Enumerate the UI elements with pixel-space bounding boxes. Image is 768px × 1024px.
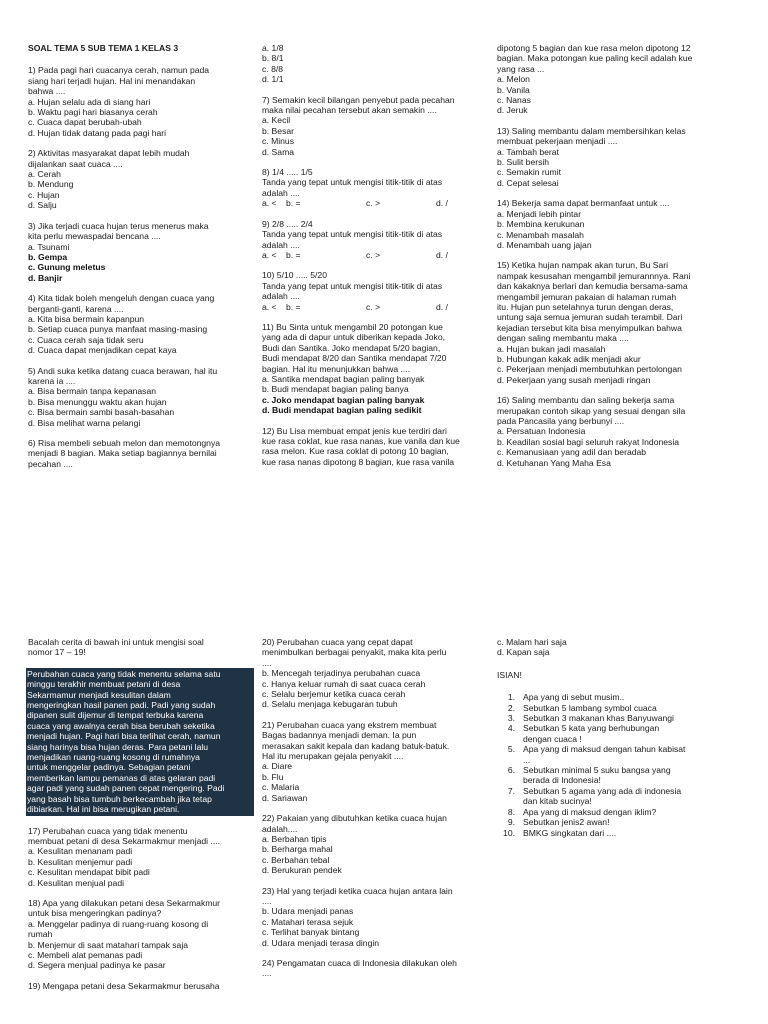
answer-option: d. Cuaca dapat menjadikan cepat kaya	[28, 345, 177, 356]
question-block	[28, 366, 253, 428]
question-text: 23) Hal yang terjadi ketika cuaca hujan antara lain	[262, 885, 453, 896]
essay-question	[497, 828, 737, 838]
answer-option: c. Kesulitan mendapat bibit padi	[28, 867, 150, 878]
answer-option: b. =	[286, 249, 301, 260]
answer-option: c. Kemanusiaan yang adil dan beradab	[497, 447, 647, 458]
question-text: pecahan ....	[28, 458, 73, 469]
answer-option: a. Tsunami	[28, 241, 70, 252]
question-text: 10) 5/10 ..... 5/20	[262, 270, 327, 281]
answer-option: c. Membeli alat pemanas padi	[28, 949, 143, 960]
question-text: kue rasa nanas dipotong 8 bagian, kue rasa vanila	[262, 456, 455, 467]
question-text: yang ada di dapur untuk diberikan kepada Joko,	[262, 332, 445, 343]
top-col-3	[497, 43, 737, 478]
answer-option: d. Udara menjadi terasa dingin	[262, 937, 380, 948]
answer-options-q24	[497, 637, 737, 658]
answer-option: c. Malaria	[262, 782, 300, 793]
answer-option: d. Banjir	[28, 272, 63, 283]
question-text: Hal itu merupakan gejala penyakit ....	[262, 751, 404, 762]
question-block	[28, 438, 253, 469]
answer-option: b. Mencegah terjadinya perubahan cuaca	[262, 668, 421, 679]
question-text: membuat pekerjaan menjadi ....	[497, 136, 618, 147]
answer-option: d. Ketuhanan Yang Maha Esa	[497, 457, 611, 468]
page-title: SOAL TEMA 5 SUB TEMA 1 KELAS 3	[28, 43, 179, 53]
question-text: 18) Apa yang dilakukan petani desa Sekarmakmur	[28, 897, 221, 908]
question-block	[28, 826, 253, 888]
answer-option: a. Diare	[262, 761, 293, 772]
answer-option: c. Cuaca dapat berubah-ubah	[28, 117, 142, 128]
answer-option: d. Selalu menjaga kebugaran tubuh	[262, 699, 398, 710]
question-text: 3) Jika terjadi cuaca hujan terus menerus maka	[28, 220, 209, 231]
answer-option: c. Menambah masalah	[497, 229, 584, 240]
essay-question	[497, 817, 737, 827]
answer-option: d. Menambah uang jajan	[497, 239, 592, 250]
answer-option: a. Santika mendapat bagian paling banyak	[262, 373, 425, 384]
essay-question	[497, 713, 737, 723]
reading-instruction	[28, 637, 253, 658]
question-text: Sebutkan 5 lambang symbol cuaca	[523, 702, 657, 713]
question-text: bagian. Hal itu menunjukkan bahwa ....	[262, 363, 411, 374]
answer-option: d. /	[436, 301, 448, 312]
answer-option: c. Pekerjaan menjadi membutuhkan pertolongan	[497, 364, 682, 375]
answer-option: d. Segera menjual padinya ke pasar	[28, 960, 166, 971]
answer-option: a. Persatuan Indonesia	[497, 426, 586, 437]
passage-text: Sekarmamur menjadi kesulitan dalam	[27, 689, 171, 700]
question-block	[262, 886, 487, 948]
essay-question	[497, 744, 737, 765]
passage-text: siang harinya bisa hujan deras. Para petani lalu	[27, 741, 209, 752]
question-text: Apa yang di maksud dengan tahun kabisat ...	[523, 744, 686, 765]
question-number: 10.	[503, 827, 515, 838]
passage-text: menjadi hujan. Pagi hari bisa terlihat cerah, namun	[27, 731, 221, 742]
answer-option: a. Melon	[497, 74, 530, 85]
question-text: 9) 2/8 ..... 2/4	[262, 218, 313, 229]
answer-option: a. Menjadi lebih pintar	[497, 208, 582, 219]
bottom-col-1	[28, 637, 253, 1001]
question-block	[262, 167, 487, 209]
question-group	[262, 637, 487, 979]
question-block	[28, 981, 253, 991]
answer-option: c. 8/8	[262, 63, 284, 74]
essay-question	[497, 703, 737, 713]
question-number: 1.	[507, 692, 515, 703]
passage-text: menjadikan ruang-ruang kosong di rumahnya	[27, 752, 200, 763]
question-text: berganti-ganti, karena ....	[28, 303, 124, 314]
question-text: mengambil jemuran pakaian di halaman rumah	[497, 291, 677, 302]
answer-option: c. Semakin rumit	[497, 167, 561, 178]
question-number: 5.	[507, 744, 515, 755]
question-text: Apa yang di maksud dengan iklim?	[523, 806, 657, 817]
question-block	[262, 95, 487, 157]
answer-option: a. Berbahan tipis	[262, 833, 327, 844]
answer-option: d. 1/1	[262, 74, 284, 85]
question-number: 2.	[507, 702, 515, 713]
question-text: menjadi 8 bagian. Maka setiap bagiannya bernilai	[28, 448, 217, 459]
question-text: bahwa ....	[28, 86, 66, 97]
question-text: adalah ....	[262, 291, 300, 302]
answer-option: b. Kesulitan menjemur padi	[28, 856, 133, 867]
answer-option: d. Budi mendapat bagian paling sedikit	[262, 405, 422, 416]
answer-option: c. Gunung meletus	[28, 262, 106, 273]
question-text: Sebutkan minimal 5 suku bangsa yang berada di Indonesia!	[523, 765, 671, 786]
answer-option: a. Bisa bermain tanpa kepanasan	[28, 386, 157, 397]
answer-option: d. Kapan saja	[497, 647, 550, 658]
question-group	[262, 322, 487, 467]
answer-option: d. Sama	[262, 146, 295, 157]
question-text: maka nilai pecahan tersebut akan semakin ....	[262, 105, 437, 116]
answer-option: b. Membina kerukunan	[497, 219, 585, 230]
top-col-1	[28, 43, 253, 479]
question-group	[28, 826, 253, 992]
question-group	[262, 95, 487, 157]
answer-option: b. Vanila	[497, 84, 530, 95]
answer-option: c. >	[366, 301, 381, 312]
question-text: 24) Pengamatan cuaca di Indonesia dilakukan oleh	[262, 957, 457, 968]
answer-option: d. Berukuran pendek	[262, 865, 342, 876]
question-text: rasa melon. Kue rasa coklat di potong 10 bagian,	[262, 446, 449, 457]
answer-option: b. Menjemur di saat matahari tampak saja	[28, 939, 189, 950]
question-block	[262, 720, 487, 803]
question-text: ....	[262, 895, 272, 906]
passage-text: Perubahan cuaca yang tidak menentu selama satu	[27, 668, 221, 679]
question-text: 16) Saling membantu dan saling bekerja sama	[497, 395, 675, 406]
question-text: merupakan contoh sikap yang sesuai dengan sila	[497, 405, 686, 416]
question-block	[262, 219, 487, 261]
question-text: 11) Bu Sinta untuk mengambil 20 potongan kue	[262, 321, 443, 332]
answer-option: d. Salju	[28, 200, 57, 211]
question-text: pada Pancasila yang berbunyi ....	[497, 416, 625, 426]
answer-option: c. Joko mendapat bagian paling banyak	[262, 394, 425, 405]
bottom-col-2	[262, 637, 487, 989]
essay-question	[497, 786, 737, 807]
answer-option: a. 1/8	[262, 43, 284, 53]
answer-option: b. Mendung	[28, 179, 74, 190]
question-text: kejadian tersebut kita bisa menyimpulkan bahwa	[497, 322, 682, 333]
question-number: 3.	[507, 713, 515, 724]
question-text: Tanda yang tepat untuk mengisi titik-titik di atas	[262, 280, 443, 291]
essay-question	[497, 723, 737, 744]
answer-option: c. Hanya keluar rumah di saat cuaca cerah	[262, 678, 426, 689]
question-text: Tanda yang tepat untuk mengisi titik-titik di atas	[262, 177, 443, 188]
question-text: dipotong 5 bagian dan kue rasa melon dipotong 12	[497, 43, 691, 53]
answer-option: c. Bisa bermain sambi basah-basahan	[28, 407, 175, 418]
question-text: Sebutkan 5 kata yang berhubungan dengan cuaca !	[523, 723, 660, 744]
isian-title: ISIAN!	[497, 669, 522, 680]
question-number: 7.	[507, 785, 515, 796]
top-col-2	[262, 43, 487, 477]
question-text: adalah ....	[262, 187, 300, 198]
question-text: 1) Pada pagi hari cuacanya cerah, namun pada	[28, 65, 210, 76]
question-text: 6) Risa membeli sebuah melon dan memotongnya	[28, 438, 221, 448]
answer-option: d. Hujan tidak datang pada pagi hari	[28, 127, 167, 138]
question-text: dengan saling membantu maka ....	[497, 333, 629, 344]
passage-text: agar padi yang sudah panen cepat mengering. Padi	[27, 783, 225, 794]
question-block	[28, 65, 253, 138]
answer-option: b. 8/1	[262, 53, 284, 64]
question-text: 5) Andi suka ketika datang cuaca berawan, hal itu	[28, 365, 218, 376]
passage-text: yang basah bisa tumbuh berkecambah jika tetap	[27, 793, 212, 804]
answer-option: b. =	[286, 301, 301, 312]
answer-option-row	[262, 250, 487, 260]
question-text: Sebutkan 3 makanan khas Banyuwangi	[523, 713, 674, 724]
answer-option: c. Berbahan tebal	[262, 854, 330, 865]
answer-option: b. Budi mendapat bagian paling banya	[262, 384, 409, 395]
answer-option: b. Bisa menunggu waktu akan hujan	[28, 396, 167, 407]
answer-option: c. Matahari terasa sejuk	[262, 916, 354, 927]
answer-option: c. Terlihat banyak bintang	[262, 927, 360, 938]
question-text: dan kakaknya berlari dan kemudia bersama-sama	[497, 281, 688, 292]
question-text: 12) Bu Lisa membuat empat jenis kue terdiri dari	[262, 425, 447, 436]
question-block	[262, 637, 487, 710]
comparison-questions	[262, 167, 487, 312]
essay-question	[497, 765, 737, 786]
question-text: membuat petani di desa Sekarmakmur menjadi ....	[28, 835, 221, 846]
answer-option-row	[262, 198, 487, 208]
answer-option: b. Sulit bersih	[497, 157, 550, 168]
answer-option: c. >	[366, 249, 381, 260]
question-text: menimbulkan berbagai penyakit, maka kita perlu	[262, 647, 447, 658]
answer-options-q6	[262, 43, 487, 85]
answer-option: d. /	[436, 198, 448, 209]
answer-option: d. Sariawan	[262, 792, 308, 803]
passage-text: minggu terakhir membuat petani di desa	[27, 679, 181, 690]
answer-option: a. <	[262, 249, 277, 260]
question-text: untung saja semua jemuran sudah terambil. Dari	[497, 312, 683, 323]
question-text: 19) Mengapa petani desa Sekarmakmur berusaha	[28, 980, 220, 991]
question-continuation	[497, 43, 737, 116]
question-block	[497, 198, 737, 250]
question-text: siang hari terjadi hujan. Hal ini menandakan	[28, 75, 196, 86]
question-text: 8) 1/4 ..... 1/5	[262, 167, 313, 178]
question-text: untuk bisa mengeringkan padinya?	[28, 908, 162, 919]
question-text: karena ia ....	[28, 375, 76, 386]
question-text: 14) Bekerja sama dapat bermanfaat untuk ....	[497, 198, 670, 209]
answer-option-row	[262, 302, 487, 312]
question-text: Apa yang di sebut musim..	[523, 692, 625, 703]
answer-option: b. Setiap cuaca punya manfaat masing-masing	[28, 324, 208, 335]
essay-question-list	[497, 692, 737, 838]
question-text: ....	[262, 657, 272, 668]
question-text: 13) Saling membantu dalam membersihkan kelas	[497, 125, 686, 136]
answer-option: a. Kesulitan menanam padi	[28, 846, 133, 857]
question-text: merasakan sakit kepala dan kadang batuk-batuk.	[262, 740, 450, 751]
answer-option: d. Jeruk	[497, 105, 528, 116]
question-text: 7) Semakin kecil bilangan penyebut pada pecahan	[262, 94, 455, 105]
question-number: 4.	[507, 723, 515, 734]
answer-option: b. Keadilan sosial bagi seluruh rakyat Indonesia	[497, 436, 680, 447]
question-text: 15) Ketika hujan nampak akan turun, Bu Sari	[497, 260, 669, 271]
answer-option: a. Menggelar padinya di ruang-ruang kosong di	[28, 918, 209, 929]
reading-passage	[26, 668, 254, 816]
question-text: Budi dan Santika. Joko mendapat 5/20 bagian,	[262, 342, 441, 353]
question-text: bagian. Maka potongan kue paling kecil adalah kue	[497, 53, 693, 64]
answer-option: a. Hujan selalu ada di siang hari	[28, 96, 151, 107]
answer-option: c. Minus	[262, 136, 294, 147]
passage-text: memberikan lampu pemanas di atas gelaran padi	[27, 772, 216, 783]
answer-option: a. Kita bisa bermain kapanpun	[28, 313, 145, 324]
answer-option: d. Pekerjaan yang susah menjadi ringan	[497, 374, 651, 385]
question-block	[28, 221, 253, 283]
question-group	[28, 65, 253, 469]
answer-option: c. Nanas	[497, 95, 531, 106]
answer-option: a. <	[262, 301, 277, 312]
question-block	[28, 898, 253, 971]
answer-option: c. Hujan	[28, 189, 60, 200]
question-text: Sebutkan jenis2 awan!	[523, 817, 610, 828]
answer-option: d. Kesulitan menjual padi	[28, 877, 125, 888]
answer-option: a. Kecil	[262, 115, 291, 126]
passage-text: untuk menggelar padinya. Sebagian petani	[27, 762, 191, 773]
instruction-text: Bacalah cerita di bawah ini untuk mengisi soal	[28, 637, 204, 647]
question-text: Budi mendapat 8/20 dan Santika mendapat 7/20	[262, 353, 447, 364]
answer-option: b. =	[286, 198, 301, 209]
question-block	[497, 260, 737, 385]
question-text: BMKG singkatan dari ....	[523, 827, 617, 838]
question-text: Bagas badannya menjadi deman. Ia pun	[262, 730, 417, 741]
answer-option: b. Hubungan kakak adik menjadi akur	[497, 353, 641, 364]
essay-question	[497, 807, 737, 817]
answer-option: a. Tambah berat	[497, 146, 559, 157]
question-text: Sebutkan 5 agama yang ada di indonesia dan kitab sucinya!	[523, 785, 682, 807]
passage-text: cuaca yang awalnya cerah bisa berubah seketika	[27, 720, 215, 731]
passage-text: dipanen sulit dijemur di tempat terbuka karena	[27, 710, 204, 721]
answer-option: b. Flu	[262, 771, 284, 782]
question-text: 20) Perubahan cuaca yang cepat dapat	[262, 637, 413, 647]
question-text: Tanda yang tepat untuk mengisi titik-titik di atas	[262, 229, 443, 240]
question-block	[262, 958, 487, 979]
question-text: 21) Perubahan cuaca yang ekstrem membuat	[262, 719, 437, 730]
question-block	[28, 293, 253, 355]
question-block	[497, 126, 737, 188]
answer-option: d. Cepat selesai	[497, 177, 559, 188]
question-text: ....	[262, 968, 272, 979]
question-text: adalah....	[262, 823, 298, 834]
question-number: 9.	[507, 817, 515, 828]
question-number: 8.	[507, 806, 515, 817]
answer-option: c. Malam hari saja	[497, 637, 567, 647]
answer-option: b. Gempa	[28, 251, 68, 262]
answer-option: rumah	[28, 929, 53, 940]
question-text: 22) Pakaian yang dibutuhkan ketika cuaca hujan	[262, 813, 447, 824]
answer-option: a. Hujan bukan jadi masalah	[497, 343, 606, 354]
answer-option: c. Selalu berjemur ketika cuaca cerah	[262, 689, 406, 700]
answer-option: b. Besar	[262, 125, 295, 136]
question-text: yang rasa ...	[497, 63, 545, 74]
answer-option: b. Waktu pagi hari biasanya cerah	[28, 107, 158, 118]
essay-question	[497, 692, 737, 702]
question-text: dijalankan saat cuaca ....	[28, 158, 123, 169]
question-text: 4) Kita tidak boleh mengeluh dengan cuaca yang	[28, 293, 215, 304]
answer-option: c. >	[366, 198, 381, 209]
question-text: adalah ....	[262, 239, 300, 250]
passage-text: dibiarkan. Hal ini bisa merugikan petani.	[27, 804, 180, 815]
question-block	[262, 322, 487, 416]
instruction-text: nomor 17 – 19!	[28, 647, 86, 658]
answer-option: a. <	[262, 198, 277, 209]
question-text: itu. Hujan pun setelahnya turun dengan deras,	[497, 301, 674, 312]
question-text: nampak kesusahan mengambil jemurannnya. Rani	[497, 270, 691, 281]
question-block	[28, 148, 253, 210]
question-text: 2) Aktivitas masyarakat dapat lebih mudah	[28, 148, 190, 159]
answer-option: a. Cerah	[28, 169, 61, 180]
question-block	[497, 395, 737, 468]
bottom-col-3	[497, 637, 737, 838]
answer-option: b. Berharga mahal	[262, 844, 333, 855]
question-block	[262, 813, 487, 875]
question-number: 6.	[507, 765, 515, 776]
question-block	[262, 270, 487, 312]
question-text: 17) Perubahan cuaca yang tidak menentu	[28, 825, 188, 836]
passage-text: mengeringkan hasil panen padi. Padi yang sudah	[27, 700, 216, 711]
question-group	[497, 126, 737, 468]
answer-option: c. Cuaca cerah saja tidak seru	[28, 334, 144, 345]
answer-option: b. Udara menjadi panas	[262, 906, 354, 917]
question-text: kita perlu mewaspadai bencana ....	[28, 231, 161, 242]
answer-option: d. /	[436, 249, 448, 260]
question-text: kue rasa coklat, kue rasa nanas, kue vanila dan kue	[262, 436, 460, 446]
question-block	[262, 426, 487, 468]
answer-option: d. Bisa melihat warna pelangi	[28, 417, 141, 428]
